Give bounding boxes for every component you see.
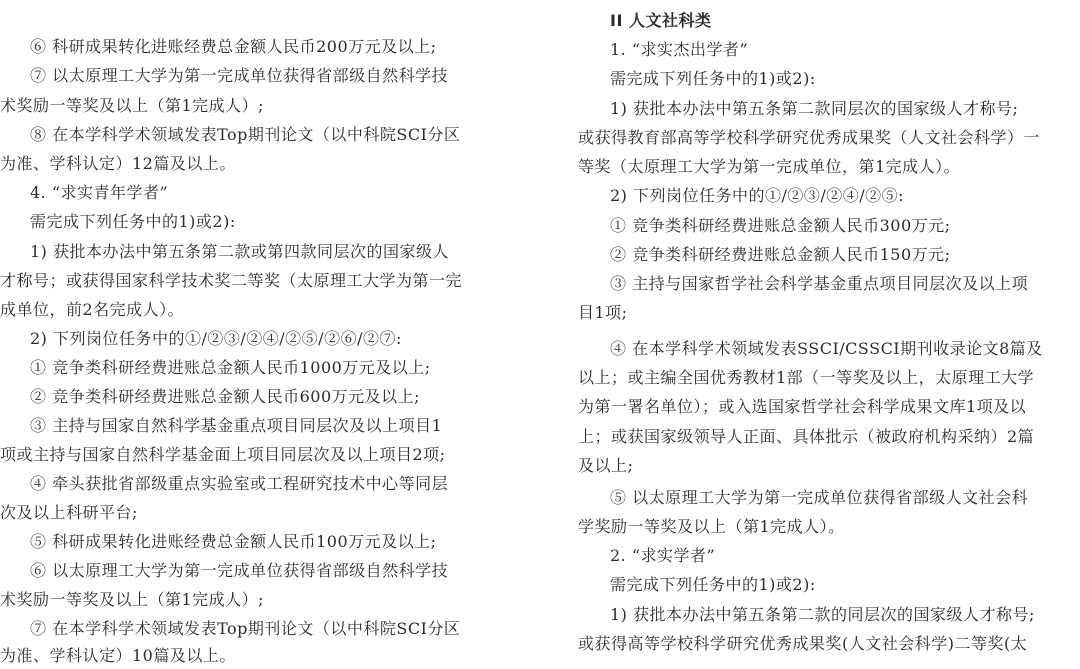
text-line: ⑤ 科研成果转化进账经费总金额人民币100万元及以上; <box>30 532 437 551</box>
text-line: 1) 获批本办法中第五条第二款的同层次的国家级人才称号; <box>610 605 1035 624</box>
section-heading: 2. “求实学者” <box>610 546 716 565</box>
text-line: ⑤ 以太原理工大学为第一完成单位获得省部级人文社会科 <box>610 488 1029 507</box>
text-line: 或获得教育部高等学校科学研究优秀成果奖（人文社会科学）一 <box>578 128 1041 147</box>
category-heading: II 人文社科类 <box>610 11 712 30</box>
text-line: ③ 主持与国家哲学社会科学基金重点项目同层次及以上项 <box>610 274 1029 293</box>
text-line: 上；或获国家级领导人正面、具体批示（被政府机构采纳）2篇 <box>578 427 1035 446</box>
text-line: ② 竞争类科研经费进账总金额人民币150万元; <box>610 245 951 264</box>
text-line: 2) 下列岗位任务中的①/②③/②④/②⑤/②⑥/②⑦: <box>30 329 402 348</box>
text-line: 目1项; <box>578 303 628 322</box>
text-line: 为准、学科认定）12篇及以上。 <box>0 154 236 173</box>
section-heading: 1. “求实杰出学者” <box>610 40 749 59</box>
text-line: 需完成下列任务中的1)或2): <box>30 212 236 231</box>
text-line: 为准、学科认定）10篇及以上。 <box>0 646 236 665</box>
text-line: 项或主持与国家自然科学基金面上项目同层次及以上项目2项; <box>0 445 446 464</box>
text-line: 以上；或主编全国优秀教材1部（一等奖及以上，太原理工大学 <box>578 368 1035 387</box>
right-column <box>550 0 1055 669</box>
text-line: ⑦ 在本学科学术领域发表Top期刊论文（以中科院SCI分区 <box>30 619 461 638</box>
text-line: 1) 获批本办法中第五条第二款同层次的国家级人才称号; <box>610 99 1019 118</box>
text-line: 及以上; <box>578 456 634 475</box>
text-line: ② 竞争类科研经费进账总金额人民币600万元及以上; <box>30 387 421 406</box>
text-line: ① 竞争类科研经费进账总金额人民币300万元; <box>610 216 951 235</box>
text-line: ⑥ 以太原理工大学为第一完成单位获得省部级自然科学技 <box>30 561 449 580</box>
text-line: ③ 主持与国家自然科学基金重点项目同层次及以上项目1 <box>30 416 443 435</box>
text-line: 次及以上科研平台; <box>0 503 138 522</box>
text-line: ⑦ 以太原理工大学为第一完成单位获得省部级自然科学技 <box>30 66 449 85</box>
text-line: 2) 下列岗位任务中的①/②③/②④/②⑤: <box>610 186 905 205</box>
text-line: 需完成下列任务中的1)或2): <box>610 69 816 88</box>
text-line: 术奖励一等奖及以上（第1完成人）; <box>0 96 265 115</box>
text-line: 学奖励一等奖及以上（第1完成人）。 <box>578 517 845 536</box>
text-line: ① 竞争类科研经费进账总金额人民币1000万元及以上; <box>30 358 431 377</box>
text-line: ④ 在本学科学术领域发表SSCI/CSSCI期刊收录论文8篇及 <box>610 339 1043 358</box>
text-line: ⑧ 在本学科学术领域发表Top期刊论文（以中科院SCI分区 <box>30 125 461 144</box>
text-line: 成单位，前2名完成人）。 <box>0 300 185 319</box>
text-line: 或获得高等学校科学研究优秀成果奖(人文社会科学)二等奖(太 <box>578 634 1028 653</box>
section-heading: 4. “求实青年学者” <box>30 183 169 202</box>
text-line: 1) 获批本办法中第五条第二款或第四款同层次的国家级人 <box>30 242 450 261</box>
text-line: ⑥ 科研成果转化进账经费总金额人民币200万元及以上; <box>30 37 437 56</box>
text-line: 才称号；或获得国家科学技术奖二等奖（太原理工大学为第一完 <box>0 271 463 290</box>
text-line: ④ 牵头获批省部级重点实验室或工程研究技术中心等同层 <box>30 474 449 493</box>
text-line: 需完成下列任务中的1)或2): <box>610 575 816 594</box>
text-line: 术奖励一等奖及以上（第1完成人）; <box>0 590 265 609</box>
text-line: 为第一署名单位）；或入选国家哲学社会科学成果文库1项及以 <box>578 397 1027 416</box>
text-line: 等奖（太原理工大学为第一完成单位，第1完成人）。 <box>578 157 961 176</box>
left-column <box>0 0 500 669</box>
